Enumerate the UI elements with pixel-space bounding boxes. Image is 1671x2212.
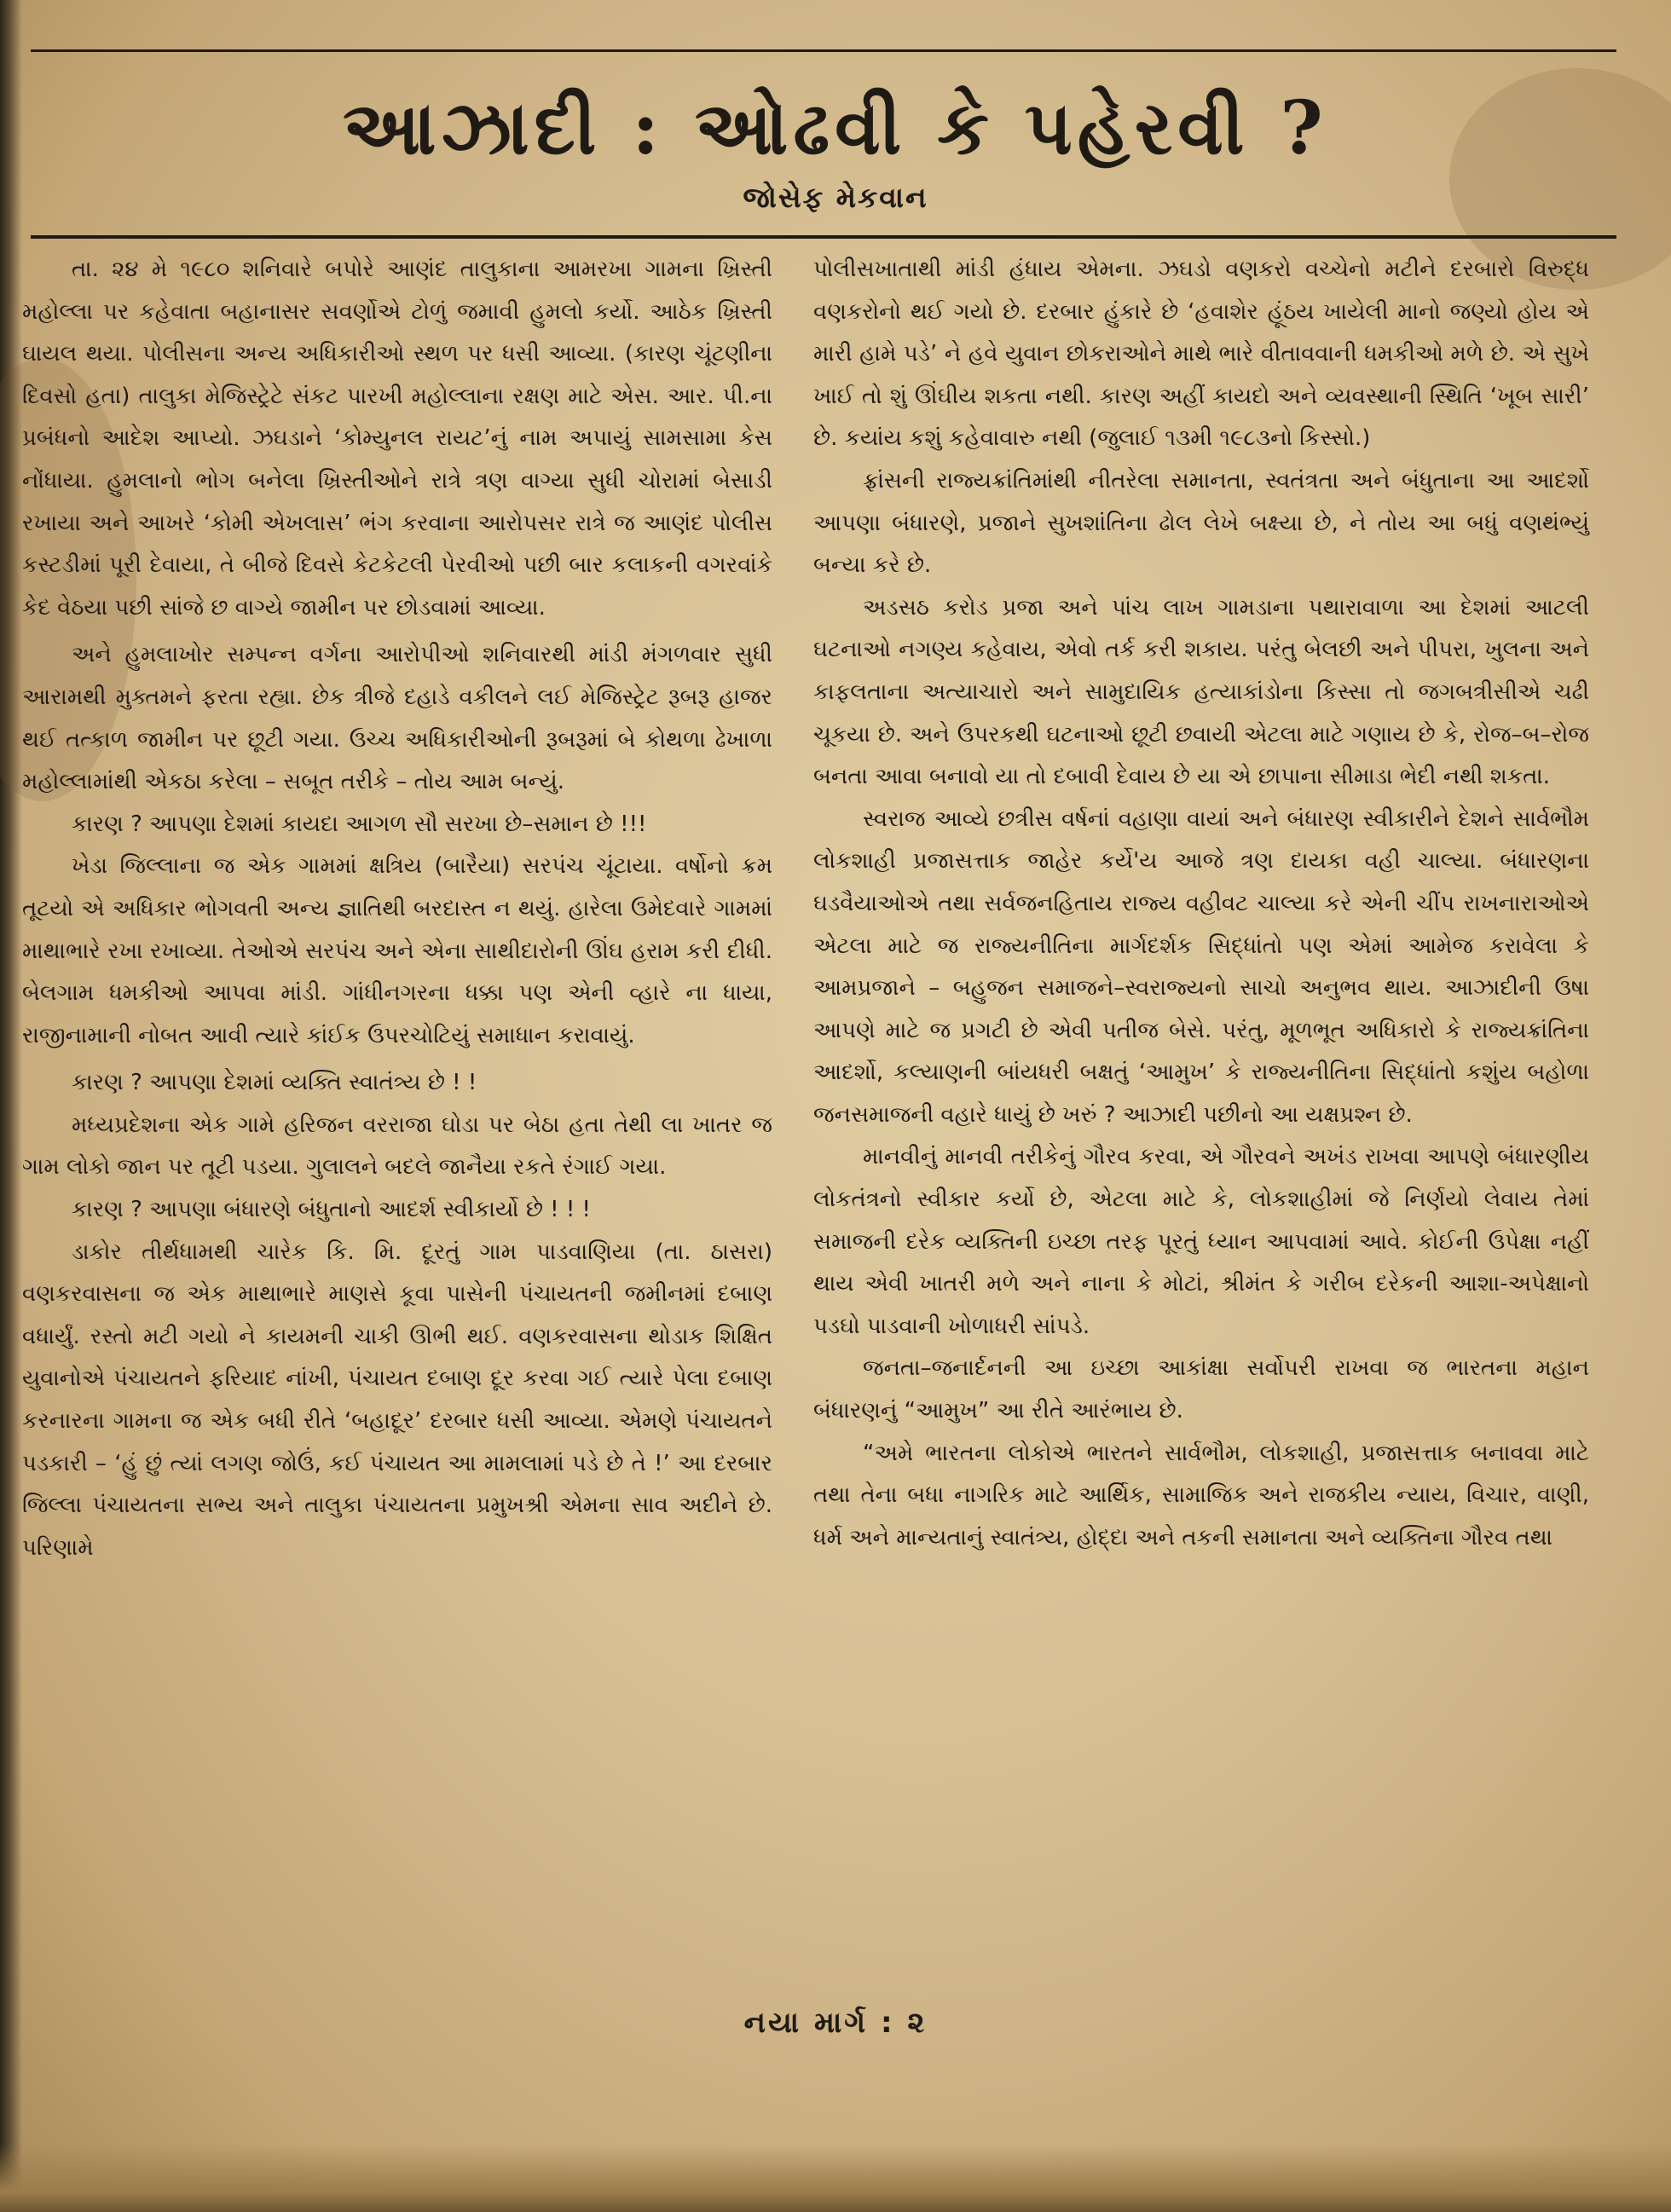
paragraph: “અમે ભારતના લોકોએ ભારતને સાર્વભૌમ, લોકશાહી, પ્રજાસત્તાક બનાવવા માટે તથા તેના બધા નાગરિક માટે આર્થિક, સામાજિક અને રાજકીય ન્યાય, વિચાર, વાણી, ધર્મ અને માન્યતાનું સ્વાતંત્ર્ય, હોદ્દા અને તકની સમાનતા અને વ્યક્તિના ગૌરવ તથા [813,1440,1589,1551]
right-column [813,249,1589,1559]
paragraph: કારણ ? આપણા બંધારણે બંધુતાનો આદર્શ સ્વીકાર્યો છે ! ! ! [72,1197,591,1223]
page-footer: નયા માર્ગ : ૨ [743,2006,928,2040]
article-title: આઝાદી : ઓઢવી કે પહેરવી ? [343,85,1328,171]
paragraph: પોલીસખાતાથી માંડી હંધાય એમના. ઝઘડો વણકરો વચ્ચેનો મટીને દરબારો વિરુદ્ધ વણકરોનો થઈ ગયો છે. દરબાર હુંકારે છે ‘હવાશેર હૂંઠય ખાયેલી માનો જણ્યો હોય એ મારી હામે પડે’ ને હવે યુવાન છોકરાઓને માથે ભારે વીતાવવાની ધમકીઓ મળે છે. એ સુખે ખાઈ તો શું ઊંઘીય શકતા નથી. કારણ અહીં કાયદો અને વ્યવસ્થાની સ્થિતિ ‘ખૂબ સારી’ છે. કયાંય કશું કહેવાવારુ નથી (જુલાઈ ૧૩મી ૧૯૮૩નો કિસ્સો.) [813,257,1589,452]
paragraph: અને હુમલાખોર સમ્પન્ન વર્ગના આરોપીઓ શનિવારથી માંડી મંગળવાર સુધી આરામથી મુક્તમને ફરતા રહ્યા. છેક ત્રીજે દહાડે વકીલને લઈ મેજિસ્ટ્રેટ રૂબરૂ હાજર થઈ તત્કાળ જામીન પર છૂટી ગયા. ઉચ્ચ અધિકારીઓની રૂબરૂમાં બે કોથળા ઢેખાળા મહોલ્લામાંથી એકઠા કરેલા – સબૂત તરીકે – તોય આમ બન્યું. [22,642,772,795]
paragraph: કારણ ? આપણા દેશમાં કાયદા આગળ સૌ સરખા છે–સમાન છે !!! [72,811,647,837]
paragraph: ખેડા જિલ્લાના જ એક ગામમાં ક્ષત્રિય (બારૈયા) સરપંચ ચૂંટાયા. વર્ષોનો ક્રમ તૂટયો એ અધિકાર ભોગવતી અન્ય જ્ઞાતિથી બરદાસ્ત ન થયું. હારેલા ઉમેદવારે ગામમાં માથાભારે રખા રખાવ્યા. તેઓએ સરપંચ અને એના સાથીદારોની ઊંઘ હરામ કરી દીધી. બેલગામ ધમકીઓ આપવા માંડી. ગાંધીનગરના ધક્કા પણ એની વ્હારે ના ધાયા, રાજીનામાની નોબત આવી ત્યારે કાંઈક ઉપરચોટિયું સમાધાન કરાવાયું. [22,853,772,1048]
paragraph: માનવીનું માનવી તરીકેનું ગૌરવ કરવા, એ ગૌરવને અખંડ રાખવા આપણે બંધારણીય લોકતંત્રનો સ્વીકાર કર્યો છે, એટલા માટે કે, લોકશાહીમાં જે નિર્ણયો લેવાય તેમાં સમાજની દરેક વ્યક્તિની ઇચ્છા તરફ પૂરતું ધ્યાન આપવામાં આવે. કોઈની ઉપેક્ષા નહીં થાય એવી ખાતરી મળે અને નાના કે મોટાં, શ્રીમંત કે ગરીબ દરેકની આશા-અપેક્ષાનો પડઘો પાડવાની ખોળાધરી સાંપડે. [813,1144,1589,1339]
torn-left-edge [0,0,22,2212]
paragraph: તા. ૨૪ મે ૧૯૮૦ શનિવારે બપોરે આણંદ તાલુકાના આમરખા ગામના ખ્રિસ્તી મહોલ્લા પર કહેવાતા બહાનાસર સવર્ણોએ ટોળું જમાવી હુમલો કર્યો. આઠેક ખ્રિસ્તી ઘાયલ થયા. પોલીસના અન્ય અધિકારીઓ સ્થળ પર ધસી આવ્યા. (કારણ ચૂંટણીના દિવસો હતા) તાલુકા મેજિસ્ટ્રેટે સંકટ પારખી મહોલ્લાના રક્ષણ માટે એસ. આર. પી.ના પ્રબંધનો આદેશ આપ્યો. ઝઘડાને ‘કોમ્યુનલ રાયટ’નું નામ અપાયું સામસામા કેસ નોંધાયા. હુમલાનો ભોગ બનેલા ખ્રિસ્તીઓને રાત્રે ત્રણ વાગ્યા સુધી ચોરામાં બેસાડી રખાયા અને આખરે ‘કોમી એખલાસ’ ભંગ કરવાના આરોપસર રાત્રે જ આણંદ પોલીસ કસ્ટડીમાં પૂરી દેવાયા, તે બીજે દિવસે કેટકેટલી પેરવીઓ પછી બાર કલાકની વગરવાંકે કેદ વેઠયા પછી સાંજે છ વાગ્યે જામીન પર છોડવામાં આવ્યા. [22,257,772,621]
left-column [22,249,772,1569]
article-author: જોસેફ મેકવાન [743,181,928,214]
paragraph: કારણ ? આપણા દેશમાં વ્યક્તિ સ્વાતંત્ર્ય છે ! ! [72,1070,477,1096]
paragraph: ડાકોર તીર્થધામથી ચારેક કિ. મિ. દૂરતું ગામ પાડવાણિયા (તા. ઠાસરા) વણકરવાસના જ એક માથાભારે માણસે કૂવા પાસેની પંચાયતની જમીનમાં દબાણ વધાર્યું. રસ્તો મટી ગયો ને કાયમની ચાકી ઊભી થઈ. વણકરવાસના થોડાક શિક્ષિત યુવાનોએ પંચાયતને ફરિયાદ નાંખી, પંચાયત દબાણ દૂર કરવા ગઈ ત્યારે પેલા દબાણ કરનારના ગામના જ એક બધી રીતે ‘બહાદૂર’ દરબાર ધસી આવ્યા. એમણે પંચાયતને પડકારી – ‘હું છું ત્યાં લગણ જોઉં, કઈ પંચાયત આ મામલામાં પડે છે તે !’ આ દરબાર જિલ્લા પંચાયતના સભ્ય અને તાલુકા પંચાયતના પ્રમુખશ્રી એમના સાવ અદીને છે. પરિણામે [22,1239,772,1561]
torn-bottom-edge [0,2144,1671,2212]
header-rule [31,235,1616,239]
paragraph: જનતા–જનાર્દનની આ ઇચ્છા આકાંક્ષા સર્વોપરી રાખવા જ ભારતના મહાન બંધારણનું “આમુખ” આ રીતે આરંભાય છે. [813,1355,1589,1424]
paragraph: મધ્યપ્રદેશના એક ગામે હરિજન વરરાજા ઘોડા પર બેઠા હતા તેથી લા ખાતર જ ગામ લોકો જાન પર તૂટી પડયા. ગુલાલને બદલે જાનૈયા રકતે રંગાઈ ગયા. [22,1112,772,1181]
paragraph: ફ્રાંસની રાજ્યક્રાંતિમાંથી નીતરેલા સમાનતા, સ્વતંત્રતા અને બંધુતાના આ આદર્શો આપણા બંધારણે, પ્રજાને સુખશાંતિના ઢોલ લેખે બક્ષ્યા છે, ને તોય આ બધું વણથંભ્યું બન્યા કરે છે. [813,467,1589,579]
paragraph: સ્વરાજ આવ્યે છત્રીસ વર્ષનાં વહાણા વાયાં અને બંધારણ સ્વીકારીને દેશને સાર્વભૌમ લોકશાહી પ્રજાસત્તાક જાહેર કર્યે'ય આજે ત્રણ દાયકા વહી ચાલ્યા. બંધારણના ઘડવૈયાઓએ તથા સર્વજનહિતાય રાજ્ય વહીવટ ચાલ્યા કરે એની ચીંપ રાખનારાઓએ એટલા માટે જ રાજ્યનીતિના માર્ગદર્શક સિદ્ધાંતો પણ એમાં આમેજ કરાવેલા કે આમપ્રજાને – બહુજન સમાજને–સ્વરાજ્યનો સાચો અનુભવ થાય. આઝાદીની ઉષા આપણે માટે જ પ્રગટી છે એવી પતીજ બેસે. પરંતુ, મૂળભૂત અધિકારો કે રાજ્યક્રાંતિના આદર્શો, કલ્યાણની બાંયધરી બક્ષતું ‘આમુખ’ કે રાજ્યનીતિના સિદ્ધાંતો કશુંય બહોળા જનસમાજની વહારે ધાયું છે ખરું ? આઝાદી પછીનો આ યક્ષપ્રશ્ન છે. [813,806,1589,1128]
paragraph: અડસઠ કરોડ પ્રજા અને પાંચ લાખ ગામડાના પથારાવાળા આ દેશમાં આટલી ઘટનાઓ નગણ્ય કહેવાય, એવો તર્ક કરી શકાય. પરંતુ બેલછી અને પીપરા, ખુલના અને કાફલતાના અત્યાચારો અને સામુદાયિક હત્યાકાંડોના કિસ્સા તો જગબત્રીસીએ ચઢી ચૂકયા છે. અને ઉપરકથી ઘટનાઓ છૂટી છવાયી એટલા માટે ગણાય છે કે, રોજ–બ–રોજ બનતા આવા બનાવો યા તો દબાવી દેવાય છે યા એ છાપાના સીમાડા ભેદી નથી શકતા. [813,594,1589,790]
top-rule [31,49,1616,52]
